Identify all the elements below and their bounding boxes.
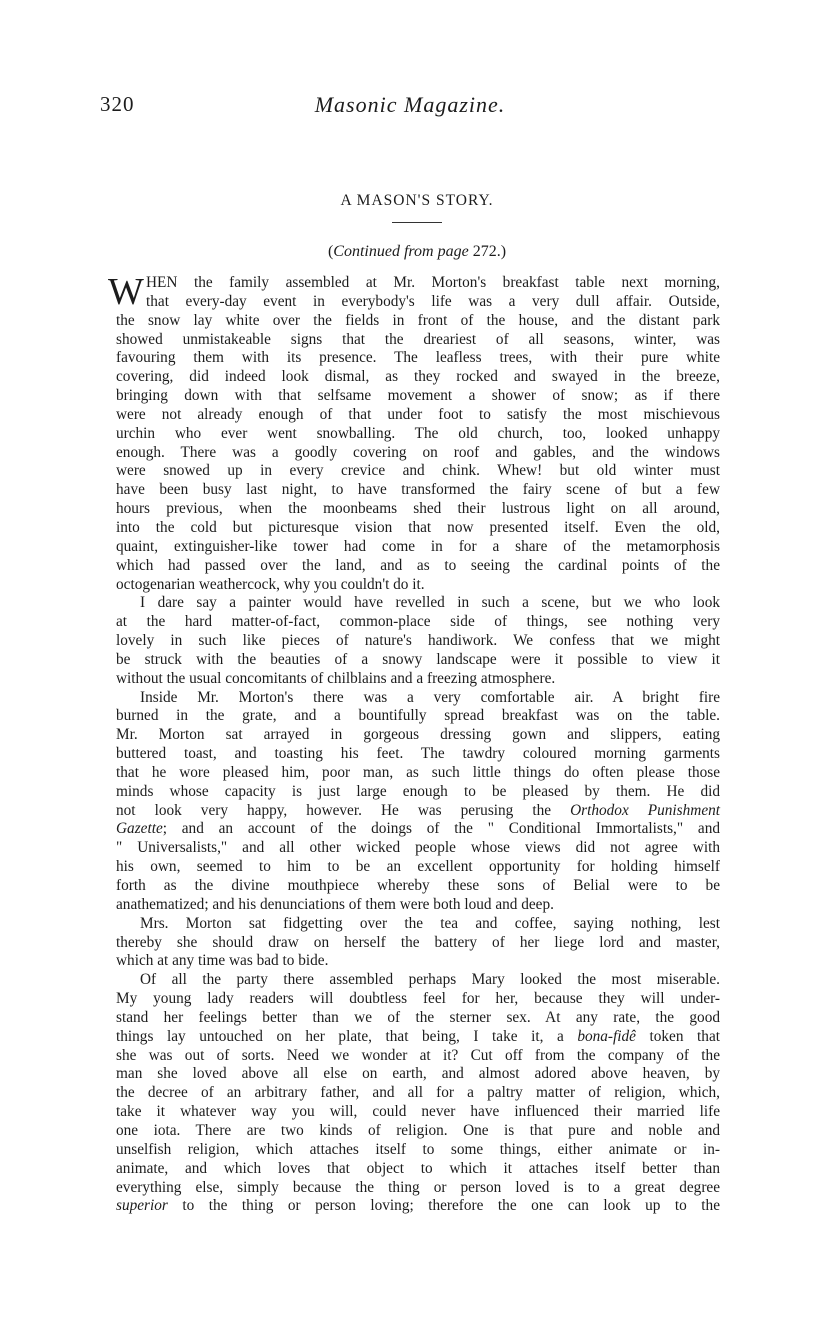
- text-line: everything else, simply because the thing or person loved is to a great degree: [116, 1178, 720, 1196]
- text-line: enough. There was a goodly covering on roof and gables, and the windows: [116, 443, 720, 461]
- text-line: Of all the party there assembled perhaps Mary looked the most miserable.: [140, 971, 720, 989]
- text-line: which at any time was bad to bide.: [116, 952, 329, 970]
- text-line: things lay untouched on her plate, that being, I take it, a bona-fidê token that: [116, 1027, 720, 1045]
- running-head: [100, 92, 720, 122]
- text-line: that every-day event in everybody's life was a very dull affair. Outside,: [146, 292, 720, 310]
- title-divider: [392, 222, 442, 223]
- text-line: man she loved above all else on earth, and almost adored above heaven, by: [116, 1065, 720, 1083]
- text-line: hours previous, when the moonbeams shed their lustrous light on all around,: [116, 500, 720, 518]
- text-line: covering, did indeed look dismal, as they rocked and swayed in the breeze,: [116, 368, 720, 386]
- text-line: Inside Mr. Morton's there was a very comfortable air. A bright fire: [140, 688, 720, 706]
- text-line: not look very happy, however. He was perusing the Orthodox Punishment: [116, 801, 721, 819]
- text-line: octogenarian weathercock, why you couldn't do it.: [116, 575, 425, 593]
- text-line: quaint, extinguisher-like tower had come in for a share of the metamorphosis: [116, 537, 720, 555]
- text-line: Gazette; and an account of the doings of the " Conditional Immortalists," and: [116, 820, 720, 838]
- text-line: without the usual concomitants of chilblains and a freezing atmosphere.: [116, 669, 556, 687]
- continued-note: (Continued from page 272.): [327, 243, 507, 260]
- text-line: forth as the divine mouthpiece whereby these sons of Belial were to be: [116, 877, 720, 894]
- article-body: [108, 271, 721, 1216]
- text-line: were not already enough of that under foot to satisfy the most mischievous: [116, 405, 720, 423]
- text-line: favouring them with its presence. The leafless trees, with their pure white: [116, 349, 720, 367]
- text-line: anathematized; and his denunciations of them were both loud and deep.: [116, 895, 554, 913]
- page-number: 320: [100, 92, 135, 116]
- text-line: W HEN the family assembled at Mr. Morton's breakfast table next morning,: [108, 271, 720, 313]
- text-line: stand her feelings better than we of the sterner sex. At any rate, the good: [116, 1008, 720, 1026]
- text-line: buttered toast, and toasting his feet. The tawdry coloured morning garments: [116, 745, 720, 763]
- text-line: minds whose capacity is just large enough to be pleased by them. He did: [116, 782, 720, 800]
- text-line: be struck with the beauties of a snowy landscape were it possible to view it: [116, 650, 720, 668]
- text-line: showed unmistakeable signs that the dreariest of all seasons, winter, was: [116, 330, 720, 348]
- text-line: burned in the grate, and a bountifully spread breakfast was on the table.: [116, 707, 720, 725]
- text-line: which had passed over the land, and as to seeing the cardinal points of the: [116, 556, 720, 574]
- text-line: the decree of an arbitrary father, and all for a paltry matter of religion, which,: [116, 1084, 720, 1102]
- text-line: have been busy last night, to have transformed the fairy scene of but a few: [116, 481, 720, 499]
- text-line: the snow lay white over the fields in front of the house, and the distant park: [116, 311, 720, 329]
- text-line: I dare say a painter would have revelled in such a scene, but we who look: [140, 594, 720, 612]
- text-line: she was out of sorts. Need we wonder at it? Cut off from the company of the: [116, 1046, 720, 1064]
- text-line: were snowed up in every crevice and chink. Whew! but old winter must: [116, 462, 720, 480]
- text-line: his own, seemed to him to be an excellent opportunity for holding himself: [116, 858, 720, 876]
- text-line: " Universalists," and all other wicked people whose views did not agree with: [116, 839, 720, 857]
- text-line: urchin who ever went snowballing. The old church, too, looked unhappy: [116, 424, 720, 442]
- text-line: Mrs. Morton sat fidgetting over the tea and coffee, saying nothing, lest: [140, 914, 720, 932]
- text-line: thereby she should draw on herself the battery of her liege lord and master,: [116, 933, 720, 951]
- text-line: My young lady readers will doubtless feel for her, because they will under-: [116, 990, 720, 1008]
- article-title: A MASON'S STORY.: [340, 192, 494, 209]
- text-line: animate, and which loves that object to which it attaches itself better than: [116, 1159, 720, 1177]
- text-line: unselfish religion, which attaches itself to some things, either animate or in-: [116, 1140, 720, 1158]
- text-line: one iota. There are two kinds of religion. One is that pure and noble and: [116, 1121, 720, 1139]
- text-line: at the hard matter-of-fact, common-place side of things, see nothing very: [116, 613, 720, 631]
- text-line: superior to the thing or person loving; therefore the one can look up to the: [116, 1197, 720, 1215]
- text-line: take it whatever way you will, could never have influenced their married life: [116, 1103, 720, 1121]
- text-line: that he wore pleased him, poor man, as such little things do often please those: [116, 763, 720, 781]
- journal-title: Masonic Magazine.: [314, 92, 506, 117]
- text-line: bringing down with that selfsame movement a shower of snow; as if there: [116, 387, 720, 405]
- text-line: Mr. Morton sat arrayed in gorgeous dressing gown and slippers, eating: [116, 726, 720, 744]
- text-line: lovely in such like pieces of nature's handiwork. We confess that we might: [116, 632, 720, 650]
- drop-cap: W: [108, 271, 144, 313]
- text-line: into the cold but picturesque vision that now presented itself. Even the old,: [116, 518, 720, 536]
